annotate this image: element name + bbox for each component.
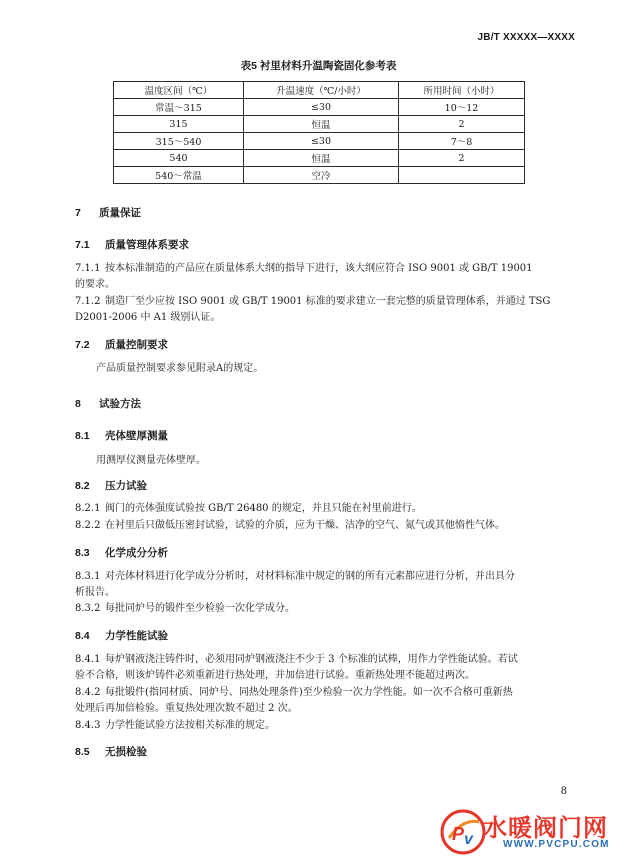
reference-table (113, 81, 525, 184)
subsection-heading: 8.4 力学性能试验 (75, 630, 168, 642)
paragraph: 7.1.1 按本标准制造的产品应在质量体系大纲的指导下进行，该大纲应符合 ISO 9001 或 GB/T 19001 的要求。 (75, 263, 533, 290)
svg-text:v: v (464, 831, 473, 848)
table-row (114, 116, 525, 133)
paragraph: 8.2.1 阀门的壳体强度试验按 GB/T 26480 的规定，并且只能在衬里前进行。 (75, 503, 422, 514)
table-row (114, 167, 525, 184)
subsection-heading: 7.1 质量管理体系要求 (75, 239, 189, 251)
table-header-row (114, 82, 525, 99)
table-cell: 10～12 (399, 99, 525, 116)
subsection-heading: 7.2 质量控制要求 (75, 339, 168, 351)
table-cell: 空冷 (244, 167, 399, 184)
table-cell: 540～常温 (114, 167, 244, 184)
subsection-heading: 8.3 化学成分分析 (75, 547, 168, 559)
column-header: 温度区间（℃） (114, 82, 244, 99)
table-row (114, 99, 525, 116)
table-cell: 2 (399, 116, 525, 133)
table-cell: 315～540 (114, 133, 244, 150)
table-cell (399, 167, 525, 184)
table-cell: 恒温 (244, 116, 399, 133)
table-cell: 315 (114, 116, 244, 133)
paragraph: 产品质量控制要求参见附录A的规定。 (96, 363, 264, 374)
table-row (114, 150, 525, 167)
table-title: 表5 衬里材料升温陶瓷固化参考表 (240, 60, 397, 72)
table-cell: ≤30 (244, 99, 399, 116)
column-header: 所用时间（小时） (399, 82, 525, 99)
table-row (114, 133, 525, 150)
table-cell: ≤30 (244, 133, 399, 150)
table-cell: 7～8 (399, 133, 525, 150)
pv-logo-icon (439, 808, 487, 856)
paragraph: 7.1.2 制造厂至少应按 ISO 9001 或 GB/T 19001 标准的要求建立一套完整的质量管理体系，并通过 TSG D2001-2006 中 A1 级别认证。 (75, 296, 551, 323)
standard-code: JB/T XXXXX—XXXX (477, 32, 575, 43)
subsection-heading: 8.5 无损检验 (75, 746, 147, 758)
svg-text:P: P (452, 824, 465, 844)
page-number: 8 (560, 786, 567, 797)
paragraph: 8.4.3 力学性能试验方法按相关标准的规定。 (75, 720, 275, 731)
section-heading: 8 试验方法 (75, 398, 141, 410)
section-heading: 7 质量保证 (75, 207, 141, 219)
paragraph: 8.3.2 每批同炉号的锻件至少检验一次化学成分。 (75, 603, 295, 614)
table-cell: 2 (399, 150, 525, 167)
table-cell: 540 (114, 150, 244, 167)
subsection-heading: 8.2 压力试验 (75, 480, 147, 492)
watermark-logo (439, 808, 629, 856)
paragraph: 8.3.1 对壳体材料进行化学成分分析时，对材料标准中规定的钢的所有元素都应进行分析，并出具分 析报告。 (75, 571, 515, 598)
watermark-name: 水暖阀门网 (483, 815, 608, 842)
paragraph: 用测厚仪测量壳体壁厚。 (96, 455, 206, 466)
watermark-url: WWW.PVCPU.COM (503, 839, 610, 850)
column-header: 升温速度（℃/小时） (244, 82, 399, 99)
paragraph: 8.4.2 每批锻件(指同材质、同炉号、同热处理条件)至少检验一次力学性能。如一次不合格可重新热 处理后再加倍检验。重复热处理次数不超过 2 次。 (75, 687, 513, 714)
table-cell: 恒温 (244, 150, 399, 167)
paragraph: 8.2.2 在衬里后只做低压密封试验，试验的介质，应为干燥、洁净的空气、氮气或其他惰性气体。 (75, 520, 505, 531)
table-cell: 常温～315 (114, 99, 244, 116)
paragraph: 8.4.1 每炉钢液浇注铸件时，必须用同炉钢液浇注不少于 3 个标准的试棒，用作力学性能试验。若试 验不合格，则该炉铸件必须重新进行热处理，并加倍进行试验。重新热处理不能超过两次。 (75, 654, 518, 681)
subsection-heading: 8.1 壳体壁厚测量 (75, 430, 168, 442)
